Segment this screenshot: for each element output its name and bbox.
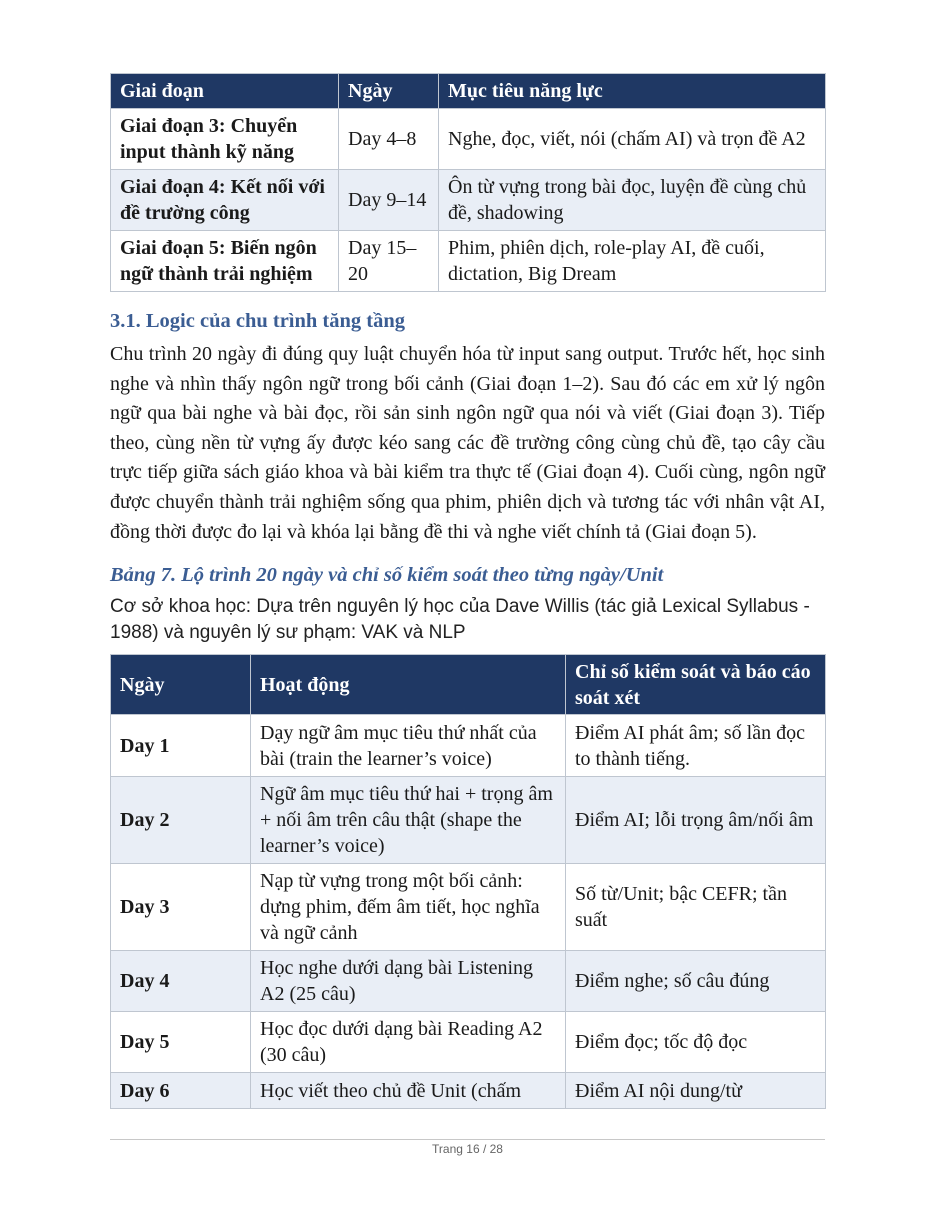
header-goal: Mục tiêu năng lực <box>439 74 826 109</box>
table-row <box>111 170 826 231</box>
activity-cell: Học nghe dưới dạng bài Listening A2 (25 câu) <box>251 951 566 1012</box>
days-cell: Day 4–8 <box>339 109 439 170</box>
header-days: Ngày <box>339 74 439 109</box>
stage-cell: Giai đoạn 5: Biến ngôn ngữ thành trải nghiệm <box>111 231 339 292</box>
table-header-row <box>111 74 826 109</box>
header-activity: Hoạt động <box>251 655 566 715</box>
activity-cell: Dạy ngữ âm mục tiêu thứ nhất của bài (train the learner’s voice) <box>251 715 566 777</box>
day-cell: Day 4 <box>111 951 251 1012</box>
day-cell: Day 3 <box>111 864 251 951</box>
basis-text: Cơ sở khoa học: Dựa trên nguyên lý học của Dave Willis (tác giả Lexical Syllabus - 1988) và nguyên lý sư phạm: VAK và NLP <box>110 596 810 644</box>
metric-cell: Điểm AI nội dung/từ <box>566 1073 826 1109</box>
table-row <box>111 864 826 951</box>
header-metric: Chỉ số kiểm soát và báo cáo soát xét <box>566 655 826 715</box>
metric-cell: Điểm AI phát âm; số lần đọc to thành tiếng. <box>566 715 826 777</box>
goal-cell: Nghe, đọc, viết, nói (chấm AI) và trọn đề A2 <box>439 109 826 170</box>
activity-cell: Nạp từ vựng trong một bối cảnh: dựng phim, đếm âm tiết, học nghĩa và ngữ cảnh <box>251 864 566 951</box>
days-cell: Day 15–20 <box>339 231 439 292</box>
stage-cell: Giai đoạn 3: Chuyển input thành kỹ năng <box>111 109 339 170</box>
header-day: Ngày <box>111 655 251 715</box>
section-paragraph: Chu trình 20 ngày đi đúng quy luật chuyển hóa từ input sang output. Trước hết, học sinh nghe và nhìn thấy ngôn ngữ trong bối cảnh (Giai đoạn 1–2). Sau đó các em xử lý ngôn ngữ qua bài nghe và bài đọc, rồi sản sinh ngôn ngữ qua nói và viết (Giai đoạn 3). Tiếp theo, cùng nền từ vựng ấy được kéo sang các đề trường công cùng chủ đề, tạo cây cầu trực tiếp giữa sách giáo khoa và bài kiểm tra thực tế (Giai đoạn 4). Cuối cùng, ngôn ngữ được chuyển thành trải nghiệm sống qua phim, phiên dịch và tương tác với nhân vật AI, đồng thời được đo lại và khóa lại bằng đề thi và nghe viết chính tả (Giai đoạn 5). <box>110 343 825 543</box>
footer-divider <box>110 1139 825 1140</box>
table-caption: Bảng 7. Lộ trình 20 ngày và chỉ số kiểm soát theo từng ngày/Unit <box>110 564 664 587</box>
document-page <box>110 73 825 1109</box>
metric-cell: Số từ/Unit; bậc CEFR; tần suất <box>566 864 826 951</box>
roadmap-table <box>110 654 826 1109</box>
metric-cell: Điểm đọc; tốc độ đọc <box>566 1012 826 1073</box>
table-row <box>111 951 826 1012</box>
goal-cell: Ôn từ vựng trong bài đọc, luyện đề cùng chủ đề, shadowing <box>439 170 826 231</box>
activity-cell: Học đọc dưới dạng bài Reading A2 (30 câu) <box>251 1012 566 1073</box>
header-stage: Giai đoạn <box>111 74 339 109</box>
activity-cell: Học viết theo chủ đề Unit (chấm <box>251 1073 566 1109</box>
page-number: Trang 16 / 28 <box>432 1142 503 1156</box>
day-cell: Day 6 <box>111 1073 251 1109</box>
metric-cell: Điểm AI; lỗi trọng âm/nối âm <box>566 777 826 864</box>
table-row <box>111 1073 826 1109</box>
goal-cell: Phim, phiên dịch, role-play AI, đề cuối, dictation, Big Dream <box>439 231 826 292</box>
stage-table <box>110 73 826 292</box>
section-heading: 3.1. Logic của chu trình tăng tầng <box>110 310 405 332</box>
table-row <box>111 109 826 170</box>
metric-cell: Điểm nghe; số câu đúng <box>566 951 826 1012</box>
day-cell: Day 1 <box>111 715 251 777</box>
day-cell: Day 5 <box>111 1012 251 1073</box>
table-row <box>111 777 826 864</box>
table-row <box>111 231 826 292</box>
day-cell: Day 2 <box>111 777 251 864</box>
days-cell: Day 9–14 <box>339 170 439 231</box>
table-row <box>111 715 826 777</box>
table-row <box>111 1012 826 1073</box>
table-header-row <box>111 655 826 715</box>
stage-cell: Giai đoạn 4: Kết nối với đề trường công <box>111 170 339 231</box>
activity-cell: Ngữ âm mục tiêu thứ hai + trọng âm + nối âm trên câu thật (shape the learner’s voice) <box>251 777 566 864</box>
